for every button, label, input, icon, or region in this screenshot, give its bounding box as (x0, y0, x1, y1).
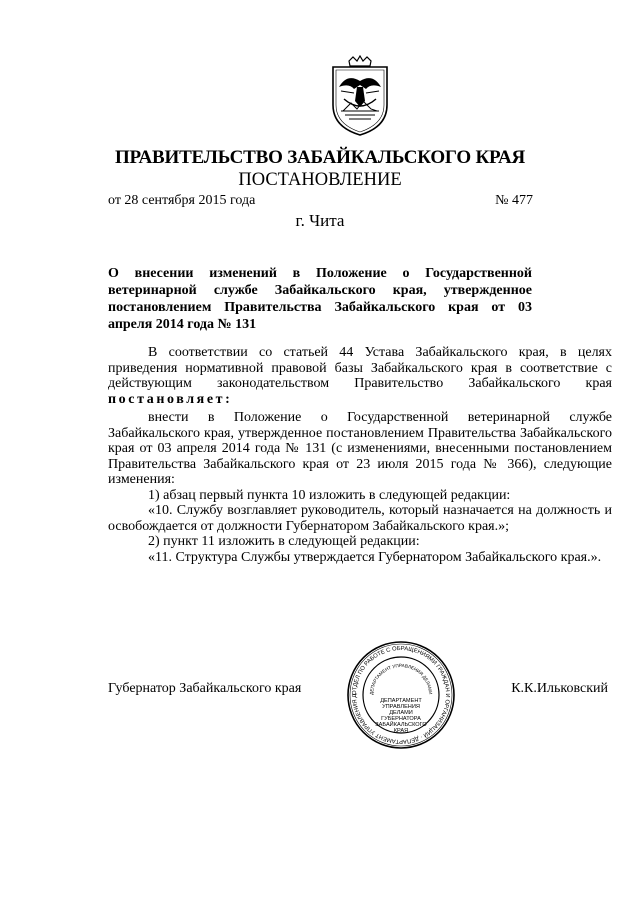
item-1-text: «10. Службу возглавляет руководитель, который назначается на должность и освобождается от должности Губернатором Забайкальского края.»; (108, 503, 612, 534)
document-title: О внесении изменений в Положение о Государственной ветеринарной службе Забайкальского края, утвержденное постановлением Правительства Забайкальского края от 03 апреля 2014 года № 131 (108, 266, 532, 332)
stamp-outer-text: ОТДЕЛ ПО РАБОТЕ С ОБРАЩЕНИЯМИ ГРАЖДАН И ОРГАНИЗАЦИЙ · ДЕПАРТАМЕНТ УПРАВЛЕНИЯ Д (351, 645, 451, 745)
item-1: 1) абзац первый пункта 10 изложить в следующей редакции: (148, 487, 511, 503)
stamp-line: ГУБЕРНАТОРА (381, 716, 421, 722)
document-type: ПОСТАНОВЛЕНИЕ (238, 170, 402, 190)
preamble-text: В соответствии со статьей 44 Устава Забайкальского края, в целях приведения нормативной правовой базы Забайкальского края в соответствие с действующим законодательством Правительство Забайкальского края (108, 345, 612, 391)
stamp-seal-icon (346, 640, 456, 750)
coat-of-arms-icon (319, 55, 401, 137)
document-number: № 477 (495, 193, 533, 208)
organization-title: ПРАВИТЕЛЬСТВО ЗАБАЙКАЛЬСКОГО КРАЯ (114, 147, 526, 168)
stamp-inner-top-text: ДЕПАРТАМЕНТ УПРАВЛЕНИЯ ДЕЛАМИ (368, 662, 434, 696)
preamble-paragraph (108, 345, 612, 407)
item-2: 2) пункт 11 изложить в следующей редакции: (148, 534, 420, 549)
coat-of-arms-emblem (319, 55, 401, 137)
item-2-text: «11. Структура Службы утверждается Губернатором Забайкальского края.». (148, 549, 602, 565)
document-body (108, 345, 612, 565)
stamp-line: ДЕПАРТАМЕНТ (380, 698, 422, 704)
main-paragraph: внести в Положение о Государственной ветеринарной службе Забайкальского края, утвержденное постановлением Правительства Забайкальского края от 03 апреля 2014 года № 131 (с изменениями, внесенными постановлением Правительства Забайкальского края от 23 июля 2015 года № 366), следующие изменения: (108, 410, 612, 487)
document-date: от 28 сентября 2015 года (108, 193, 256, 208)
stamp-line: ЗАБАЙКАЛЬСКОГО (375, 722, 427, 728)
signatory-name: К.К.Ильковский (511, 681, 608, 696)
document-city: г. Чита (295, 211, 345, 230)
resolves-word: постановляет: (108, 391, 233, 407)
stamp-line: КРАЯ (393, 728, 409, 734)
stamp-line: ДЕЛАМИ (389, 710, 413, 716)
stamp-line: УПРАВЛЕНИЯ (382, 704, 420, 710)
signatory-position: Губернатор Забайкальского края (108, 681, 302, 696)
official-stamp (346, 640, 456, 750)
